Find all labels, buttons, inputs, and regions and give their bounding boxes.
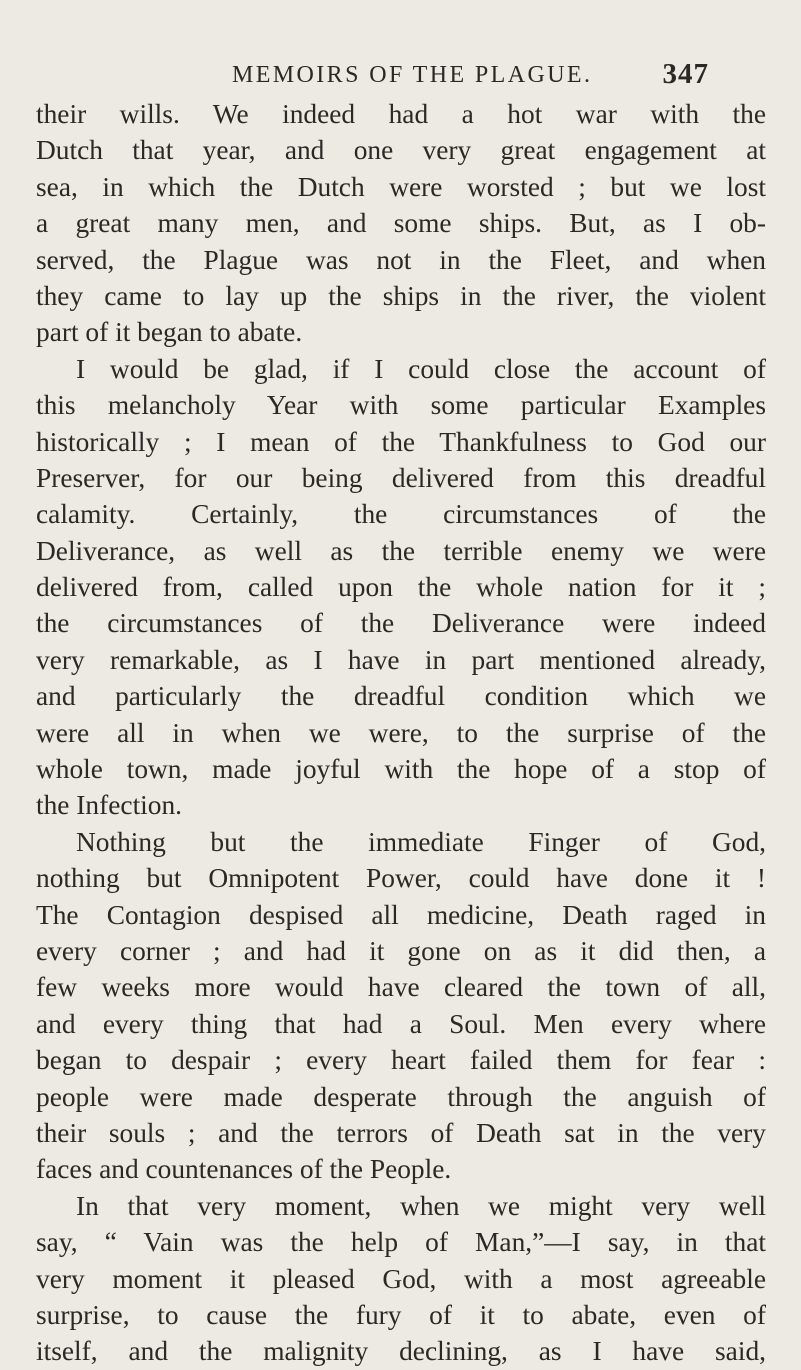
text-line: In that very moment, when we might very well xyxy=(76,1190,766,1221)
text-line: their souls ; and the terrors of Death sat in the very xyxy=(36,1117,766,1148)
text-line: their wills. We indeed had a hot war with the xyxy=(36,99,766,129)
text-line: this melancholy Year with some particular Examples xyxy=(36,390,766,421)
text-line: and particularly the dreadful condition which we xyxy=(36,681,766,712)
text-line: every corner ; and had it gone on as it did then, a xyxy=(36,935,766,966)
body-text xyxy=(36,96,766,1370)
text-line: few weeks more would have cleared the town of all, xyxy=(36,972,766,1003)
text-line: itself, and the malignity declining, as I have said, xyxy=(36,1336,766,1367)
text-line: were all in when we were, to the surprise of the xyxy=(36,717,766,748)
text-line: historically ; I mean of the Thankfulness to God our xyxy=(36,426,766,457)
text-line: faces and countenances of the People. xyxy=(36,1154,452,1185)
text-line: surprise, to cause the fury of it to abate, even of xyxy=(36,1299,766,1330)
text-line: a great many men, and some ships. But, as I ob- xyxy=(36,208,766,239)
text-line: Dutch that year, and one very great engagement at xyxy=(36,135,766,166)
text-line: very moment it pleased God, with a most agreeable xyxy=(36,1263,766,1294)
text-line: began to despair ; every heart failed them for fear : xyxy=(36,1045,766,1076)
text-line: Preserver, for our being delivered from this dreadful xyxy=(36,462,766,493)
text-line: and every thing that had a Soul. Men every where xyxy=(36,1008,766,1039)
text-line: calamity. Certainly, the circumstances of the xyxy=(36,499,766,530)
text-line: whole town, made joyful with the hope of a stop of xyxy=(36,754,766,785)
page-number: 347 xyxy=(662,58,709,90)
text-line: delivered from, called upon the whole nation for it ; xyxy=(36,572,766,603)
text-line: served, the Plague was not in the Fleet, and when xyxy=(36,244,766,275)
text-line: they came to lay up the ships in the river, the violent xyxy=(36,280,766,311)
text-line: very remarkable, as I have in part mentioned already, xyxy=(36,644,766,675)
text-line: Deliverance, as well as the terrible enemy we were xyxy=(36,535,766,566)
text-line: Nothing but the immediate Finger of God, xyxy=(76,826,766,857)
text-line: people were made desperate through the anguish of xyxy=(36,1081,766,1112)
text-line: I would be glad, if I could close the account of xyxy=(76,353,766,384)
text-line: part of it began to abate. xyxy=(36,317,303,348)
running-title: MEMOIRS OF THE PLAGUE. xyxy=(232,62,593,88)
running-head xyxy=(36,52,765,92)
text-line: sea, in which the Dutch were worsted ; but we lost xyxy=(36,171,766,202)
text-line: the circumstances of the Deliverance were indeed xyxy=(36,608,766,639)
text-line: The Contagion despised all medicine, Death raged in xyxy=(36,899,766,930)
text-line: say, “ Vain was the help of Man,”—I say, in that xyxy=(36,1227,766,1258)
text-line: the Infection. xyxy=(36,790,183,821)
text-line: nothing but Omnipotent Power, could have done it ! xyxy=(36,863,766,894)
